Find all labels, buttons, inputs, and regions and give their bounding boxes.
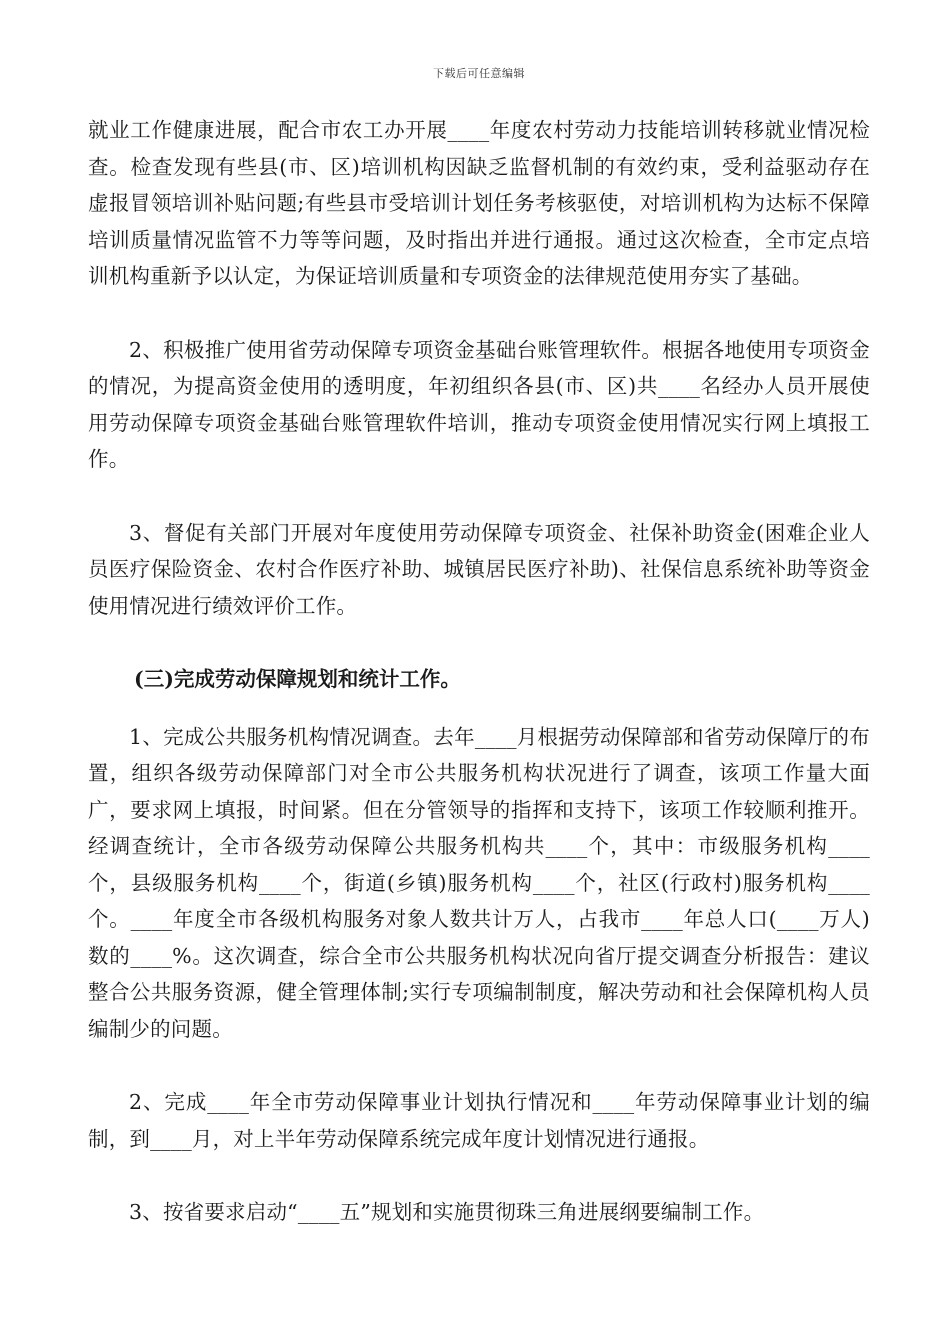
- paragraph-continuation: 就业工作健康进展，配合市农工办开展____年度农村劳动力技能培训转移就业情况检查。检查发现有些县(市、区)培训机构因缺乏监督机制的有效约束，受利益驱动存在虚报冒领培训补贴问题;有些县市受培训计划任务考核驱使，对培训机构为达标不保障培训质量情况监管不力等等问题，及时指出并进行通报。通过这次检查，全市定点培训机构重新予以认定，为保证培训质量和专项资金的法律规范使用夯实了基础。: [88, 118, 870, 288]
- paragraph-plan: 2、完成____年全市劳动保障事业计划执行情况和____年劳动保障事业计划的编制，到____月，对上半年劳动保障系统完成年度计划情况进行通报。: [88, 1090, 870, 1151]
- paragraph-item-2: 2、积极推广使用省劳动保障专项资金基础台账管理软件。根据各地使用专项资金的情况，为提高资金使用的透明度，年初组织各县(市、区)共____名经办人员开展使用劳动保障专项资金基础台账管理软件培训，推动专项资金使用情况实行网上填报工作。: [88, 337, 870, 471]
- page-header: 下载后可任意编辑: [433, 67, 525, 80]
- paragraph-item-3: 3、督促有关部门开展对年度使用劳动保障专项资金、社保补助资金(困难企业人员医疗保险资金、农村合作医疗补助、城镇居民医疗补助)、社保信息系统补助等资金使用情况进行绩效评价工作。: [88, 520, 870, 618]
- paragraph-five-year-plan: 3、按省要求启动“____五”规划和实施贯彻珠三角进展纲要编制工作。: [129, 1200, 765, 1224]
- section-heading: (三)完成劳动保障规划和统计工作。: [134, 667, 461, 691]
- document-body: [88, 112, 870, 1231]
- paragraph-survey: 1、完成公共服务机构情况调查。去年____月根据劳动保障部和省劳动保障厅的布置，组织各级劳动保障部门对全市公共服务机构状况进行了调查，该项工作量大面广，要求网上填报，时间紧。但在分管领导的指挥和支持下，该项工作较顺利推开。经调查统计，全市各级劳动保障公共服务机构共____个，其中：市级服务机构____个，县级服务机构____个，街道(乡镇)服务机构____个，社区(行政村)服务机构____个。____年度全市各级机构服务对象人数共计万人，占我市____年总人口(____万人)数的____%。这次调查，综合全市公共服务机构状况向省厅提交调查分析报告：建议整合公共服务资源，健全管理体制;实行专项编制制度，解决劳动和社会保障机构人员编制少的问题。: [88, 724, 870, 1041]
